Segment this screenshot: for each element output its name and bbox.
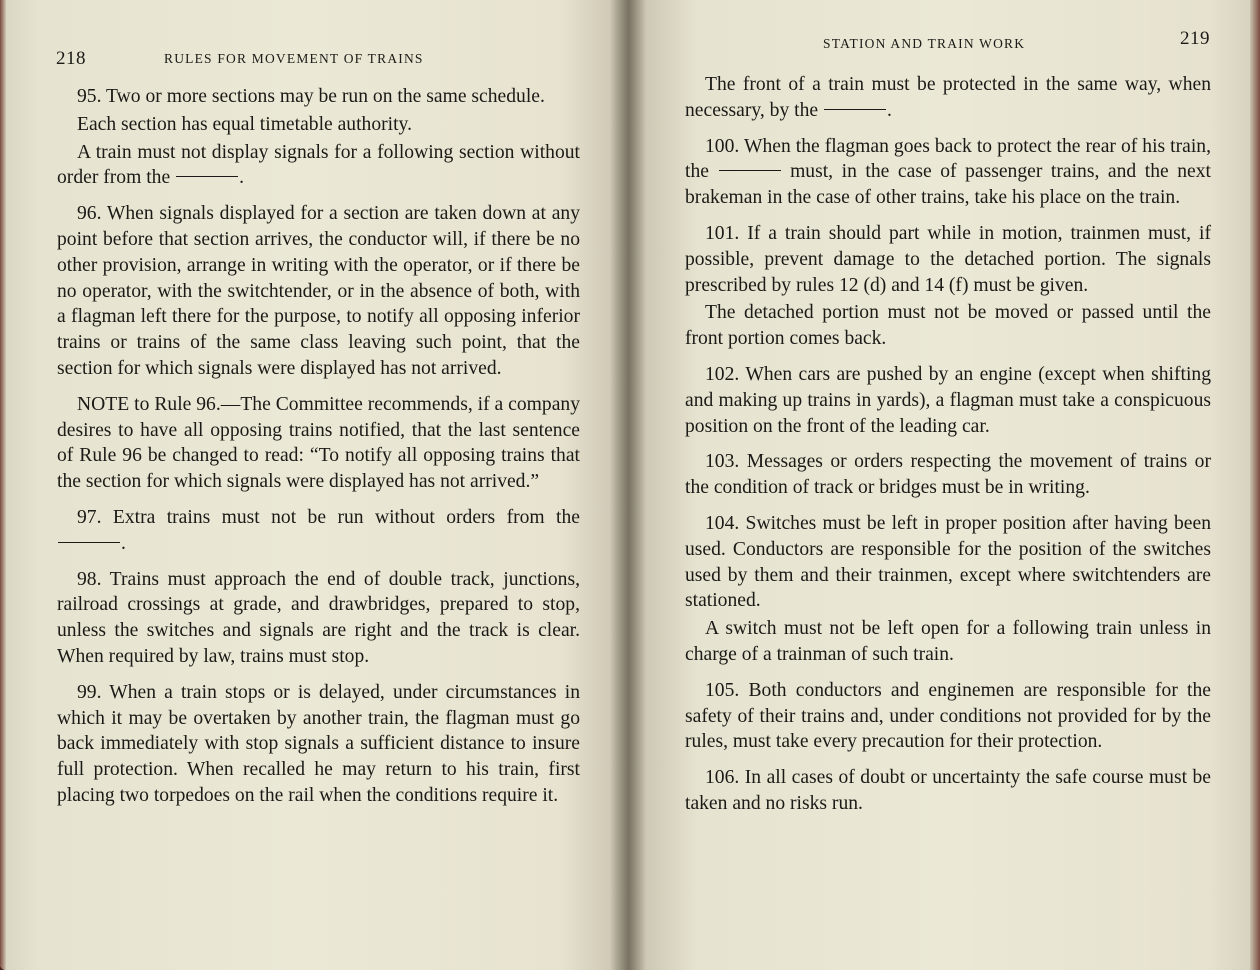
blank-line [58,542,120,543]
right-page [628,0,1260,970]
paragraph: 105. Both conductors and enginemen are responsible for the safety of their trains and, under conditions not provided for by the rules, must take every precaution for their protection. [685,679,1211,753]
paragraph: A switch must not be left open for a following train unless in charge of a trainman of such train. [685,618,1211,665]
paragraph: 103. Messages or orders respecting the movement of trains or the condition of track or bridges must be in writing. [685,451,1211,499]
paragraph: 101. If a train should part while in motion, trainmen must, if possible, prevent damage to the detached portion. The signals prescribed by rules 12 (d) and 14 (f) must be given. [685,222,1211,296]
paragraph: 96. When signals displayed for a section are taken down at any point before that section arrives, the conductor will, if there be no other provision, arrange in writing with the operator, or if there be no operator, with the switchtender, or in the absence of both, with a flagman left there for the purpose, to notify all opposing inferior trains or trains of the same class leaving such point, that the section for which signals were displayed has not arrived. [57,203,580,379]
paragraph: 98. Trains must approach the end of double track, junctions, railroad crossings at grade, and drawbridges, prepared to stop, unless the switches and signals are right and the track is clear. When required by law, trains must stop. [57,568,580,667]
paragraph: 100. When the flagman goes back to protect the rear of his train, the must, in the case of passenger trains, and the next brakeman in the case of other trains, take his place on the train. [685,135,1211,209]
left-page [0,0,628,970]
page-edge [0,0,6,970]
blank-line [176,176,238,177]
paragraph: 104. Switches must be left in proper position after having been used. Conductors are responsible for the position of the switches used by them and their trainmen, except where switchtenders are stationed. [685,512,1211,612]
paragraph: The detached portion must not be moved or passed until the front portion comes back. [685,302,1211,350]
paragraph: Each section has equal timetable authority. [77,113,412,135]
paragraph: 99. When a train stops or is delayed, under circumstances in which it may be overtaken by another train, the flagman must go back immediately with stop signals a sufficient distance to insure full protection. When recalled he may return to his train, first placing two torpedoes on the rail when the conditions require it. [57,681,580,806]
paragraph: A train must not display signals for a following section without order from the . [57,141,580,189]
paragraph: The front of a train must be protected in the same way, when necessary, by the . [685,74,1211,121]
page-number: 219 [1180,28,1210,49]
note-paragraph: NOTE to Rule 96.—The Committee recommends, if a company desires to have all opposing trains notified, that the last sentence of Rule 96 be changed to read: “To notify all opposing trains that the section for which signals were displayed has not arrived.” [57,393,580,493]
page-edge [1250,0,1260,970]
paragraph: 97. Extra trains must not be run without orders from the . [57,505,580,557]
blank-line [824,109,886,110]
running-title: STATION AND TRAIN WORK [823,36,1026,51]
paragraph: 95. Two or more sections may be run on the same schedule. [77,86,545,107]
left-page-body [57,84,580,809]
paragraph: 106. In all cases of doubt or uncertainty the safe course must be taken and no risks run. [685,767,1211,814]
paragraph: 102. When cars are pushed by an engine (except when shifting and making up trains in yards), a flagman must take a conspicuous position on the front of the leading car. [685,363,1211,437]
page-number: 218 [56,48,86,69]
right-page-body [685,72,1211,817]
blank-line [719,170,781,171]
running-title: RULES FOR MOVEMENT OF TRAINS [164,51,424,66]
